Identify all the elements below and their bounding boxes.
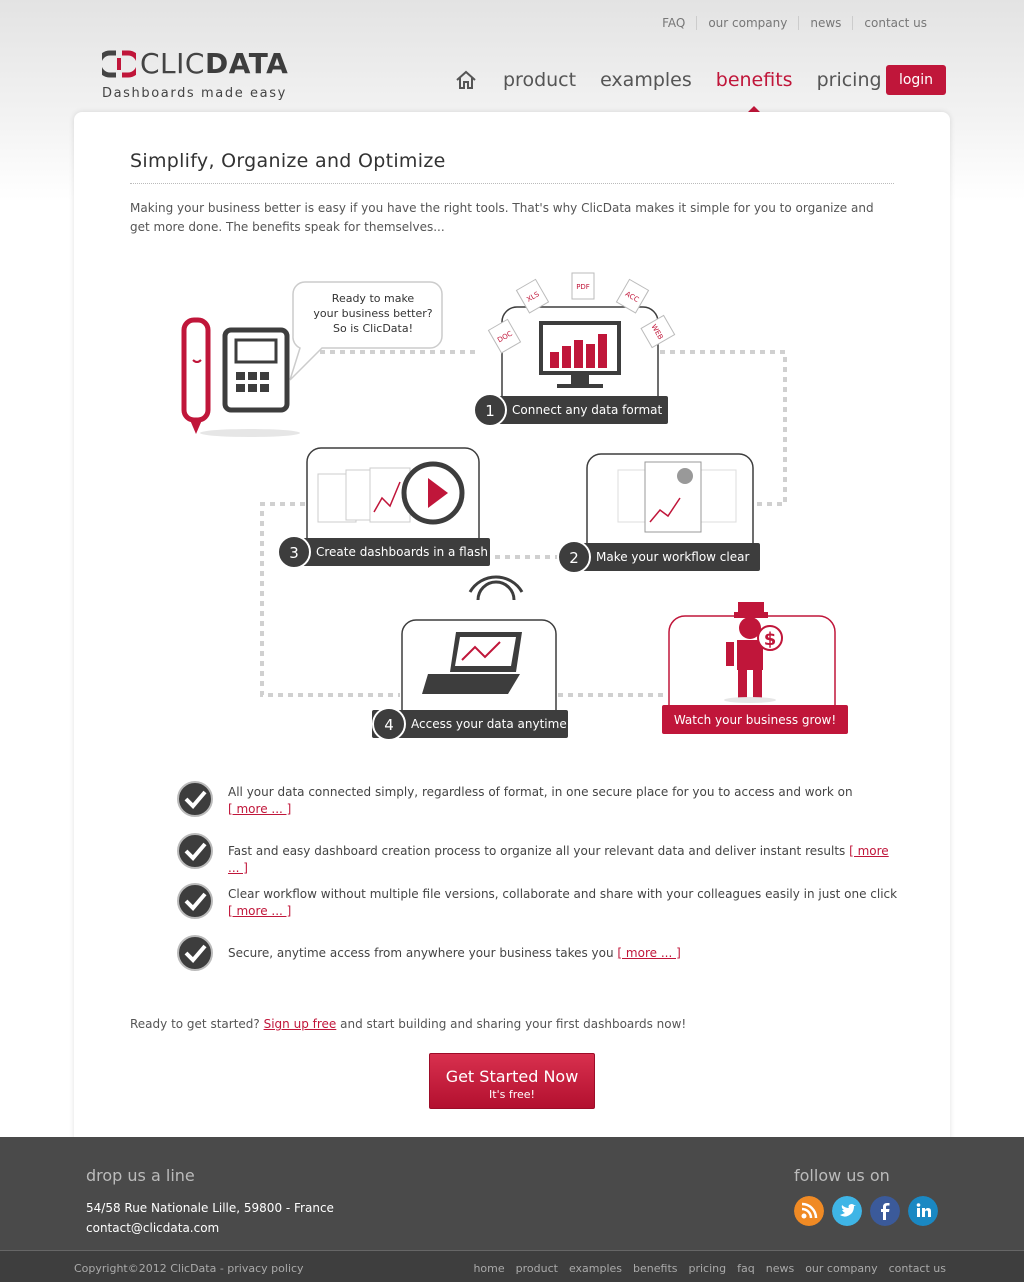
footer-link-product[interactable]: product [515,1262,558,1275]
copyright: Copyright©2012 ClicData - privacy policy [74,1262,304,1275]
more-link[interactable]: [ more ... ] [228,844,889,875]
home-icon[interactable] [455,70,477,90]
format-web: WEB [649,323,665,341]
ready-suffix: and start building and sharing your first dashboards now! [340,1017,687,1031]
facebook-icon[interactable] [870,1196,900,1226]
benefit-text [228,945,898,962]
bubble-line-3: So is ClicData! [332,322,414,335]
more-link[interactable]: [ more ... ] [228,802,292,816]
sign-up-link[interactable]: Sign up free [263,1017,337,1031]
logo-mark-icon [102,50,136,80]
footer-link-benefits[interactable]: benefits [633,1262,678,1275]
step-1-label: Connect any data format [512,403,663,417]
step-2-label: Make your workflow clear [596,550,750,564]
intro-text: Making your business better is easy if you have the right tools. That's why ClicData makes it simple for you to organize and get more done. The benefits speak for themselves... [130,201,874,234]
nav-pricing[interactable]: pricing [816,69,882,91]
step-3-card [278,448,490,568]
title-divider [130,183,894,184]
bubble-line-2: your business better? [313,307,433,320]
footer-address: 54/58 Rue Nationale Lille, 59800 - France [86,1201,334,1215]
footer-link-home[interactable]: home [473,1262,505,1275]
top-link-faq[interactable]: FAQ [662,16,686,30]
benefit-text-content: Secure, anytime access from anywhere your business takes you [228,946,614,960]
benefit-text [228,843,898,877]
final-step-label: Watch your business grow! [673,713,837,727]
benefit-text-content: All your data connected simply, regardless of format, in one secure place for you to access and work on [228,785,853,799]
svg-text:$: $ [763,629,777,650]
twitter-icon[interactable] [832,1196,862,1226]
step-1-number: 1 [485,402,495,420]
more-link[interactable]: [ more ... ] [617,946,681,960]
main-nav [455,68,906,92]
footer-drop-title: drop us a line [86,1166,195,1185]
format-pdf: PDF [576,283,590,291]
footer-address-block [86,1198,334,1238]
step-4-label: Access your data anytime [411,717,567,731]
step-4-number: 4 [384,716,394,734]
footer-link-pricing[interactable]: pricing [688,1262,727,1275]
get-started-label: Get Started Now [445,1067,579,1086]
logo-text-bold: DATA [204,47,289,80]
format-doc: DOC [496,329,514,345]
more-link[interactable]: [ more ... ] [228,904,292,918]
footer-email[interactable]: contact@clicdata.com [86,1221,220,1235]
benefit-text-content: Clear workflow without multiple file versions, collaborate and share with your colleagues easily in just one click [228,887,898,901]
get-started-button[interactable] [429,1053,595,1109]
step-4-card [372,577,568,740]
checkmark-icon [176,882,214,920]
footer-links [462,1262,946,1275]
format-acc: ACC [623,289,641,305]
logo-text-light: CLIC [140,47,205,80]
footer-link-our-company[interactable]: our company [805,1262,878,1275]
benefit-text-content: Fast and easy dashboard creation process to organize all your relevant data and deliver instant results [228,844,846,858]
linkedin-icon[interactable] [908,1196,938,1226]
top-links [651,16,938,30]
logo-text [140,48,288,80]
benefits-infographic [160,262,860,752]
rss-icon[interactable] [794,1196,824,1226]
final-step-card [662,602,848,734]
top-link-our-company[interactable]: our company [696,16,798,30]
step-2-card [558,454,760,573]
speech-bubble [290,282,442,380]
benefit-text [228,886,898,920]
step-3-number: 3 [289,544,299,562]
calculator-character [225,330,287,410]
footer-follow-title: follow us on [794,1166,890,1185]
checkmark-icon [176,832,214,870]
format-xls: XLS [525,290,541,304]
step-3-label: Create dashboards in a flash [316,545,488,559]
checkmark-icon [176,934,214,972]
nav-benefits[interactable]: benefits [715,69,793,91]
tagline: Dashboards made easy [102,86,287,101]
footer-link-contact-us[interactable]: contact us [888,1262,946,1275]
step-2-number: 2 [569,549,579,567]
footer-link-examples[interactable]: examples [568,1262,623,1275]
top-link-contact-us[interactable]: contact us [852,16,938,30]
ready-text [130,1017,686,1031]
page-title: Simplify, Organize and Optimize [130,150,446,172]
benefit-text [228,784,898,818]
top-link-news[interactable]: news [798,16,852,30]
login-button[interactable]: login [886,65,946,95]
bubble-line-1: Ready to make [331,292,415,305]
footer-link-news[interactable]: news [765,1262,795,1275]
ready-prefix: Ready to get started? [130,1017,260,1031]
nav-examples[interactable]: examples [600,69,692,91]
checkmark-icon [176,780,214,818]
step-1-card [474,273,675,426]
nav-product[interactable]: product [503,69,577,91]
get-started-sublabel: It's free! [489,1088,535,1101]
footer-link-faq[interactable]: faq [737,1262,755,1275]
